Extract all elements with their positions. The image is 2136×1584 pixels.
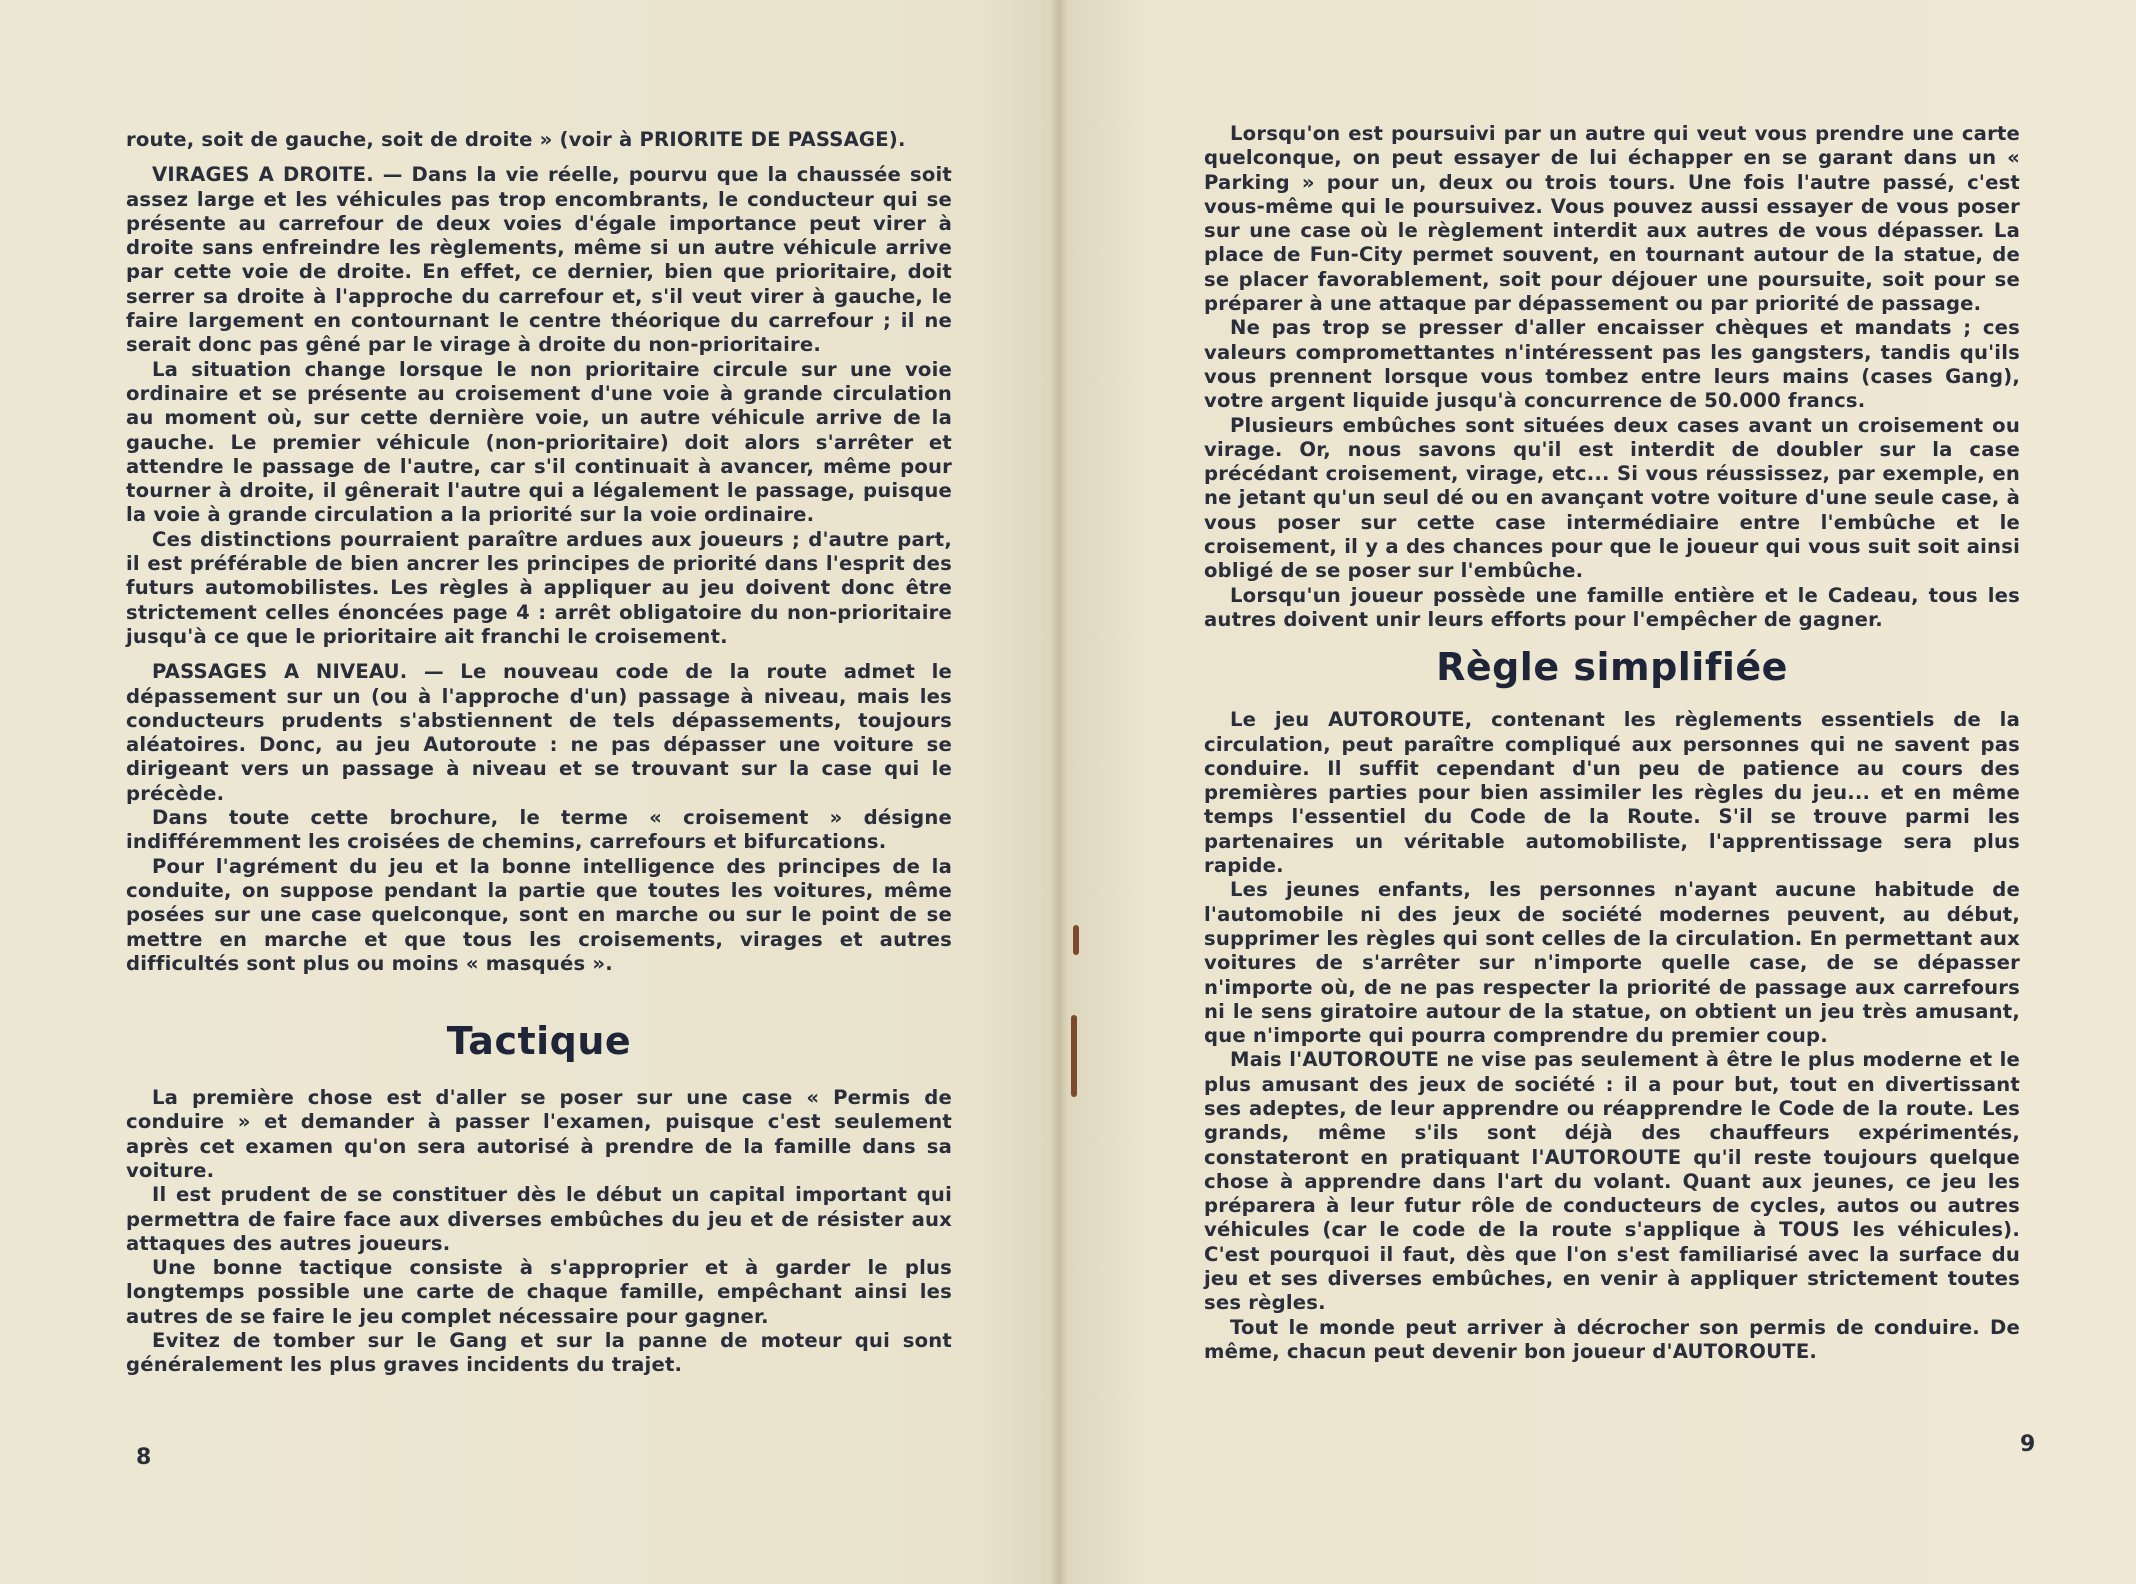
paragraph: Plusieurs embûches sont situées deux cases avant un croisement ou virage. Or, nous savons qu'il est interdit de doubler sur la case précédant croisement, virage, etc... Si vous réussissez, par exemple, en ne jetant qu'un seul dé ou en avançant votre voiture d'une seule case, à vous poser sur cette case intermédiaire entre l'embûche et le croisement, il y a des chances pour que le joueur qui vous suit soit ainsi obligé de se poser sur l'embûche. [1204, 413, 2020, 583]
left-text-column [126, 128, 952, 1378]
paragraph: Mais l'AUTOROUTE ne vise pas seulement à être le plus moderne et le plus amusant des jeux de société : il a pour but, tout en divertissant ses adeptes, de leur apprendre ou réapprendre le Code de la route. Les grands, même s'ils sont déjà des chauffeurs expérimentés, constateront en pratiquant l'AUTOROUTE qu'il reste toujours quelque chose à apprendre dans l'art du volant. Quant aux jeunes, ce jeu les préparera à leur futur rôle de conducteurs de cycles, autos ou autres véhicules (car le code de la route s'applique à TOUS les véhicules). C'est pourquoi il faut, dès que l'on s'est familiarisé avec la surface du jeu et ses diverses embûches, en venir à appliquer strictement toutes ses règles. [1204, 1048, 2020, 1315]
page-number: 8 [136, 1445, 152, 1470]
book-gutter [1050, 0, 1068, 1584]
paragraph: Evitez de tomber sur le Gang et sur la panne de moteur qui sont généralement les plus graves incidents du trajet. [126, 1329, 952, 1377]
paragraph: Pour l'agrément du jeu et la bonne intelligence des principes de la conduite, on suppose pendant la partie que toutes les voitures, même posées sur une case quelconque, sont en marche ou sur le point de se mettre en marche et que tous les croisements, virages et autres difficultés sont plus ou moins « masqués ». [126, 854, 952, 975]
paragraph: Il est prudent de se constituer dès le début un capital important qui permettra de faire face aux diverses embûches du jeu et de résister aux attaques des autres joueurs. [126, 1183, 952, 1255]
paragraph: Lorsqu'un joueur possède une famille entière et le Cadeau, tous les autres doivent unir leurs efforts pour l'empêcher de gagner. [1204, 583, 2020, 631]
paragraph: Dans toute cette brochure, le terme « croisement » désigne indifféremment les croisées de chemins, carrefours et bifurcations. [126, 806, 952, 854]
paragraph: La première chose est d'aller se poser sur une case « Permis de conduire » et demander à passer l'examen, puisque c'est seulement après cet examen qu'on sera autorisé à prendre de la famille dans sa voiture. [126, 1086, 952, 1182]
staple [1071, 1015, 1077, 1097]
right-text-column [1204, 122, 2020, 1364]
right-page [1058, 0, 2136, 1584]
section-heading-regle-simplifiee: Règle simplifiée [1436, 645, 1788, 690]
left-page [0, 0, 1058, 1584]
paragraph: Tout le monde peut arriver à décrocher son permis de conduire. De même, chacun peut devenir bon joueur d'AUTOROUTE. [1204, 1315, 2020, 1363]
paragraph: Ne pas trop se presser d'aller encaisser chèques et mandats ; ces valeurs compromettantes n'intéressent pas les gangsters, tandis qu'ils vous prennent lorsque vous tombez entre leurs mains (cases Gang), votre argent liquide jusqu'à concurrence de 50.000 francs. [1204, 316, 2020, 413]
paragraph: Ces distinctions pourraient paraître ardues aux joueurs ; d'autre part, il est préférable de bien ancrer les principes de priorité dans l'esprit des futurs automobilistes. Les règles à appliquer au jeu doivent donc être strictement celles énoncées page 4 : arrêt obligatoire du non-prioritaire jusqu'à ce que le prioritaire ait franchi le croisement. [126, 527, 952, 648]
section-heading-tactique: Tactique [446, 1019, 632, 1064]
paragraph: route, soit de gauche, soit de droite » (voir à PRIORITE DE PASSAGE). [126, 128, 906, 151]
paragraph-virages-a-droite: VIRAGES A DROITE. — Dans la vie réelle, pourvu que la chaussée soit assez large et les véhicules pas trop encombrants, le conducteur qui se présente au carrefour de deux voies d'égale importance peut virer à droite sans enfreindre les règlements, même si un autre véhicule arrive par cette voie de droite. En effet, ce dernier, bien que prioritaire, doit serrer sa droite à l'approche du carrefour et, s'il veut virer à gauche, le faire largement en contournant le centre théorique du carrefour ; il ne serait donc pas gêné par le virage à droite du non-prioritaire. [126, 163, 952, 357]
paragraph: La situation change lorsque le non prioritaire circule sur une voie ordinaire et se présente au croisement d'une voie à grande circulation au moment où, sur cette dernière voie, un autre véhicule arrive de la gauche. Le premier véhicule (non-prioritaire) doit alors s'arrêter et attendre le passage de l'autre, car s'il continuait à avancer, même pour tourner à droite, il gênerait l'autre qui a légalement le passage, puisque la voie à grande circulation a la priorité sur la voie ordinaire. [126, 357, 952, 527]
paragraph: Les jeunes enfants, les personnes n'ayant aucune habitude de l'automobile ni des jeux de société modernes peuvent, au début, supprimer les règles qui sont celles de la circulation. En permettant aux voitures de s'arrêter sur n'importe quelle case, de se dépasser n'importe où, de ne pas respecter la priorité de passage aux carrefours ni le sens giratoire autour de la statue, on obtient un jeu très amusant, que n'importe qui pourra comprendre du premier coup. [1204, 878, 2020, 1048]
paragraph: Le jeu AUTOROUTE, contenant les règlements essentiels de la circulation, peut paraître compliqué aux personnes qui ne savent pas conduire. Il suffit cependant d'un peu de patience au cours des premières parties pour bien assimiler les règles du jeu... et en même temps l'essentiel du Code de la Route. S'il se trouve parmi les partenaires un véritable automobiliste, l'apprentissage sera plus rapide. [1204, 708, 2020, 878]
paragraph-passages-a-niveau: PASSAGES A NIVEAU. — Le nouveau code de la route admet le dépassement sur un (ou à l'approche d'un) passage à niveau, mais les conducteurs prudents s'abstiennent de tels dépassements, toujours aléatoires. Donc, au jeu Autoroute : ne pas dépasser une voiture se dirigeant vers un passage à niveau et se trouvant sur la case qui le précède. [126, 660, 952, 805]
staple [1073, 925, 1079, 955]
paragraph: Lorsqu'on est poursuivi par un autre qui veut vous prendre une carte quelconque, on peut essayer de lui échapper en se garant dans un « Parking » pour un, deux ou trois tours. Une fois l'autre passé, c'est vous-même qui le poursuivez. Vous pouvez aussi essayer de vous poser sur une case où le règlement interdit aux autres de vous dépasser. La place de Fun-City permet souvent, en tournant autour de la statue, de se placer favorablement, soit pour déjouer une poursuite, soit pour se préparer à une attaque par dépassement ou par priorité de passage. [1204, 122, 2020, 316]
page-number: 9 [2020, 1432, 2036, 1457]
paragraph: Une bonne tactique consiste à s'approprier et à garder le plus longtemps possible une carte de chaque famille, empêchant ainsi les autres de se faire le jeu complet nécessaire pour gagner. [126, 1256, 952, 1328]
